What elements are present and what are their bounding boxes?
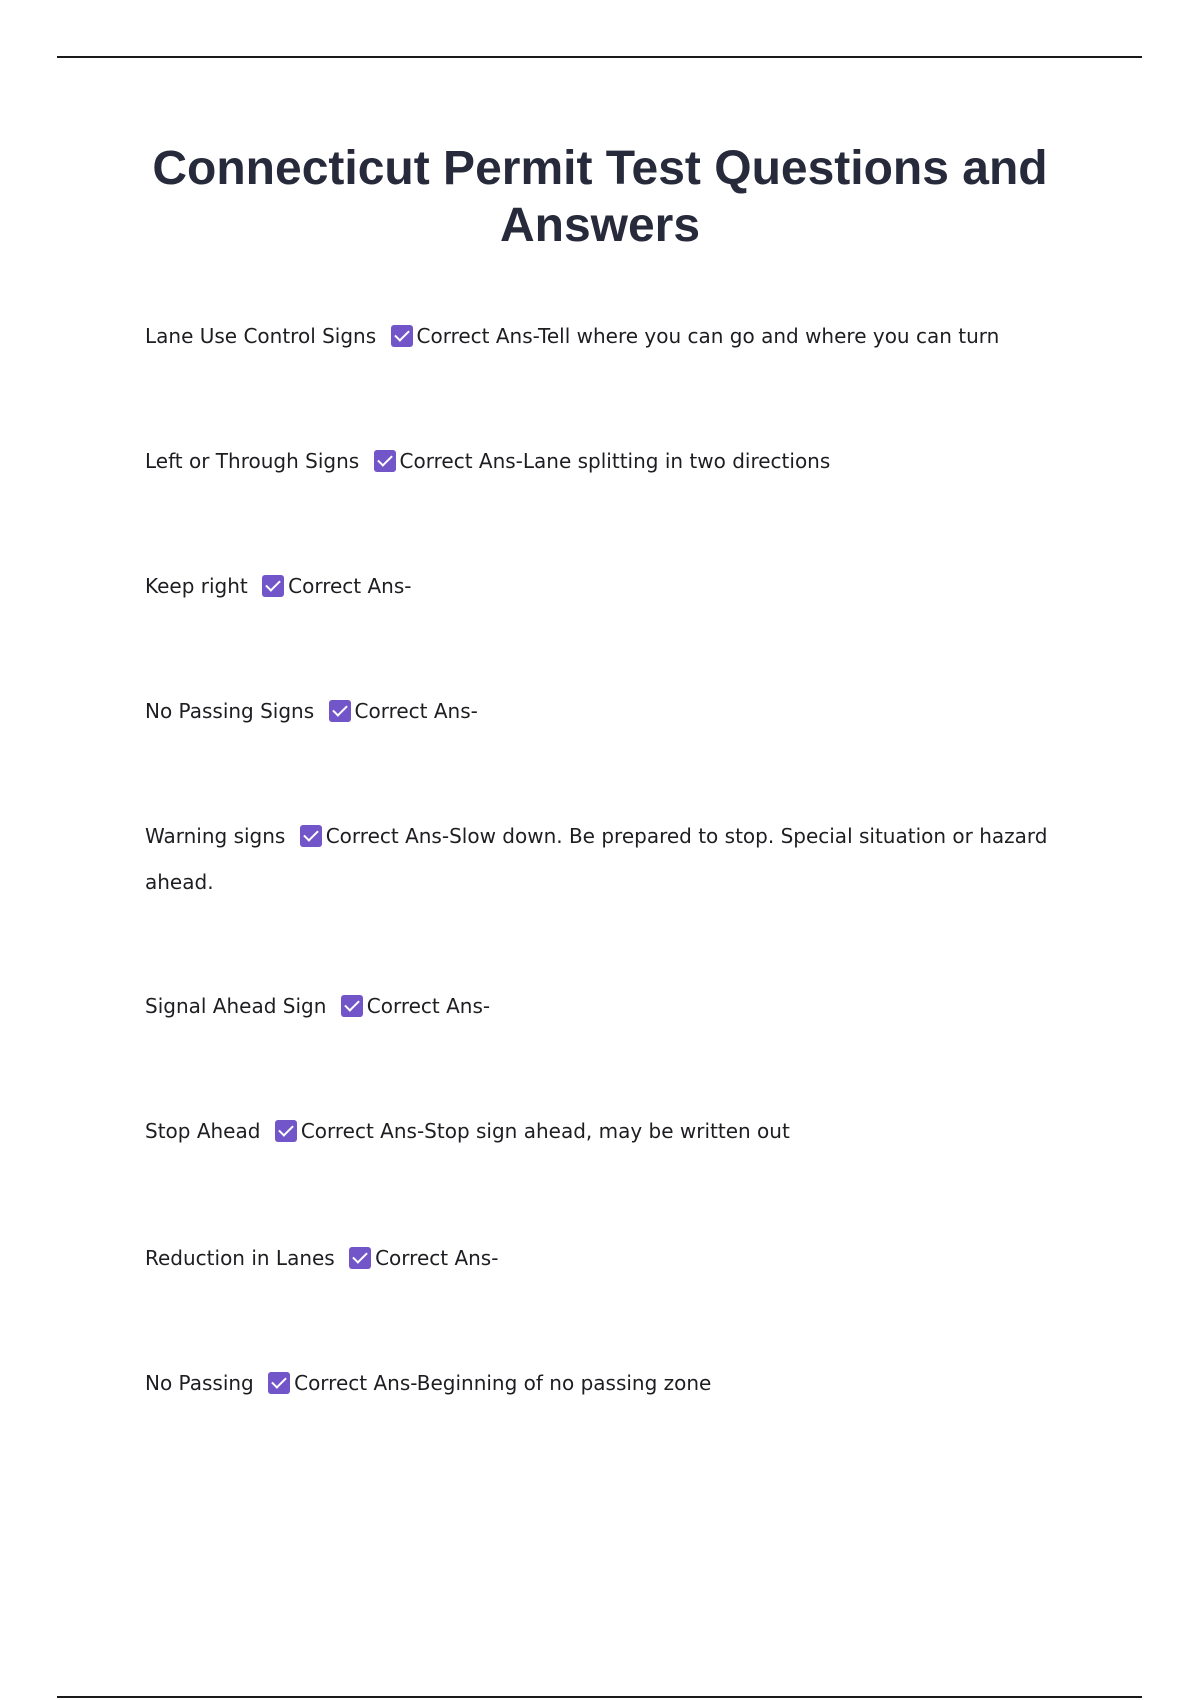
checkbox-checked-icon <box>268 1372 290 1394</box>
answer-prefix: Correct Ans- <box>354 699 478 723</box>
answer-text: Slow down. Be prepared to stop. Special situation or hazard ahead. <box>145 824 1048 894</box>
qa-item <box>145 813 1065 905</box>
answer-prefix: Correct Ans- <box>375 1246 499 1270</box>
answer-prefix: Correct Ans- <box>366 994 491 1018</box>
question-text: Keep right <box>145 574 248 598</box>
qa-item <box>145 1108 1065 1154</box>
answer-prefix: Correct Ans- <box>399 449 523 473</box>
qa-item <box>145 563 1065 609</box>
checkbox-checked-icon <box>374 450 396 472</box>
answer-prefix: Correct Ans- <box>288 574 412 598</box>
qa-item <box>145 1235 1065 1281</box>
question-text: Reduction in Lanes <box>145 1246 335 1270</box>
checkbox-checked-icon <box>341 995 363 1017</box>
question-text: Stop Ahead <box>145 1119 261 1143</box>
question-text: Warning signs <box>145 824 286 848</box>
question-text: No Passing Signs <box>145 699 315 723</box>
answer-text: Stop sign ahead, may be written out <box>424 1119 790 1143</box>
checkbox-checked-icon <box>300 825 322 847</box>
answer-prefix: Correct Ans- <box>416 324 539 348</box>
question-text: Lane Use Control Signs <box>145 324 377 348</box>
answer-text: Tell where you can go and where you can turn <box>538 324 1000 348</box>
answer-prefix: Correct Ans- <box>294 1371 417 1395</box>
answer-prefix: Correct Ans- <box>325 824 450 848</box>
qa-item <box>145 1360 1065 1406</box>
answer-text: Lane splitting in two directions <box>522 449 831 473</box>
checkbox-checked-icon <box>391 325 413 347</box>
question-text: No Passing <box>145 1371 254 1395</box>
bottom-rule <box>57 1696 1142 1698</box>
answer-prefix: Correct Ans- <box>300 1119 425 1143</box>
top-rule <box>57 56 1142 58</box>
qa-item <box>145 688 1065 734</box>
checkbox-checked-icon <box>329 700 351 722</box>
qa-item <box>145 438 1065 484</box>
checkbox-checked-icon <box>349 1247 371 1269</box>
qa-item <box>145 983 1065 1029</box>
question-text: Signal Ahead Sign <box>145 994 327 1018</box>
question-text: Left or Through Signs <box>145 449 360 473</box>
page-title: Connecticut Permit Test Questions and Answers <box>152 142 1048 252</box>
checkbox-checked-icon <box>262 575 284 597</box>
answer-text: Beginning of no passing zone <box>416 1371 712 1395</box>
qa-item <box>145 313 1065 359</box>
checkbox-checked-icon <box>275 1120 297 1142</box>
